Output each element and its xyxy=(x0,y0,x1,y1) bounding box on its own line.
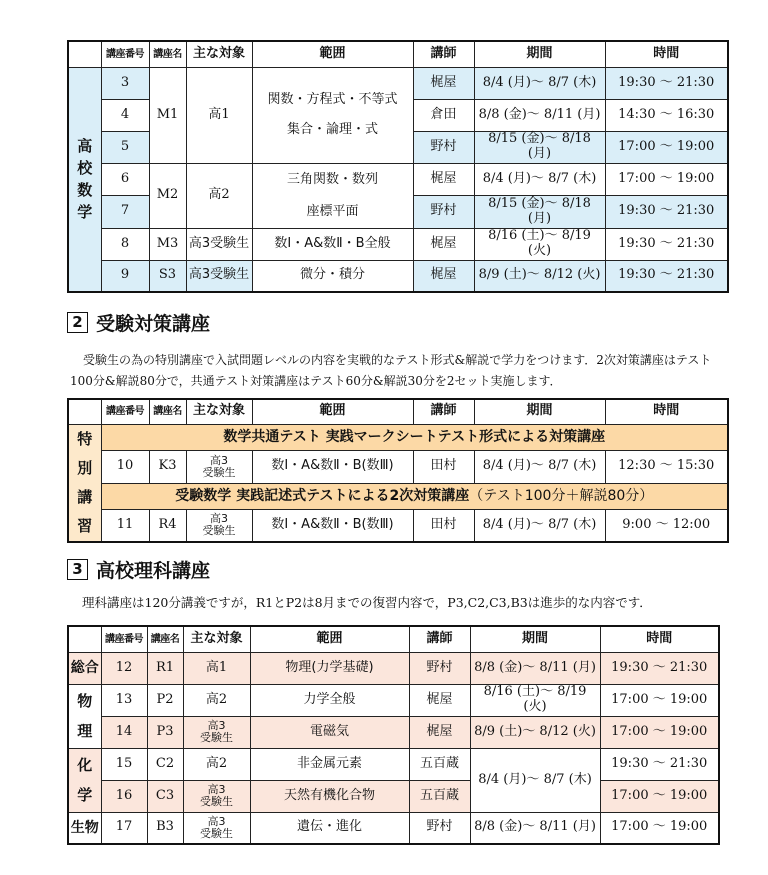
table-row xyxy=(68,163,728,196)
section-2-number: 2 xyxy=(67,312,88,333)
cell-target: 高2 xyxy=(183,684,250,716)
cell-name: K3 xyxy=(149,450,186,483)
header-time: 時間 xyxy=(605,399,728,424)
cell-name: M2 xyxy=(149,163,186,228)
cell-name: P3 xyxy=(147,716,183,748)
cell-period: 8/8 (金)～ 8/11 (月) xyxy=(474,99,605,131)
header-scope: 範囲 xyxy=(252,399,413,424)
table-row xyxy=(68,684,719,716)
cell-time: 14:30 ～ 16:30 xyxy=(605,99,728,131)
cell-period: 8/8 (金)～ 8/11 (月) xyxy=(470,652,600,684)
cell-period: 8/8 (金)～ 8/11 (月) xyxy=(470,812,600,844)
cell-period: 8/4 (月)～ 8/7 (木) xyxy=(474,163,605,196)
cell-period: 8/15 (金)～ 8/18 (月) xyxy=(474,131,605,163)
banner-row xyxy=(68,483,728,509)
side-label-biology: 生物 xyxy=(68,812,101,844)
header-scope: 範囲 xyxy=(252,41,413,67)
special-course-table xyxy=(67,398,729,543)
cell-period: 8/16 (土)～ 8/19 (火) xyxy=(470,684,600,716)
header-time: 時間 xyxy=(600,626,719,652)
cell-name: C3 xyxy=(147,780,183,812)
cell-time: 17:00 ～ 19:00 xyxy=(600,716,719,748)
cell-teacher: 梶屋 xyxy=(413,67,474,99)
cell-target: 高3 受験生 xyxy=(183,812,250,844)
cell-scope: 非金属元素 xyxy=(250,748,409,780)
cell-period: 8/15 (金)～ 8/18 (月) xyxy=(474,196,605,229)
header-scope: 範囲 xyxy=(250,626,409,652)
cell-no: 8 xyxy=(101,228,149,260)
side-label-general: 総合 xyxy=(68,652,101,684)
cell-teacher: 梶屋 xyxy=(409,716,470,748)
table-header-row xyxy=(68,41,728,67)
cell-period: 8/4 (月)～ 8/7 (木) xyxy=(470,748,600,812)
cell-scope: 関数・方程式・不等式 集合・論理・式 xyxy=(252,67,413,163)
cell-target: 高3受験生 xyxy=(186,228,252,260)
cell-no: 7 xyxy=(101,196,149,229)
cell-scope: 物理(力学基礎) xyxy=(250,652,409,684)
cell-time: 12:30 ～ 15:30 xyxy=(605,450,728,483)
cell-scope: 微分・積分 xyxy=(252,260,413,292)
banner-second-stage: 受験数学 実践記述式テストによる2次対策講座（テスト100分＋解説80分） xyxy=(101,483,728,509)
cell-no: 14 xyxy=(101,716,147,748)
cell-target: 高3 受験生 xyxy=(183,780,250,812)
science-schedule-table xyxy=(67,625,720,845)
section-3-description: 理科講座は120分講義ですが，R1とP2は8月までの復習内容で，P3,C2,C3,B3は進歩的な内容です． xyxy=(82,595,652,610)
header-time: 時間 xyxy=(605,41,728,67)
cell-scope: 数Ⅰ・A&数Ⅱ・B全般 xyxy=(252,228,413,260)
cell-time: 17:00 ～ 19:00 xyxy=(600,780,719,812)
cell-scope: 遺伝・進化 xyxy=(250,812,409,844)
table-header-row xyxy=(68,399,728,424)
cell-period: 8/4 (月)～ 8/7 (木) xyxy=(474,509,605,542)
table-row xyxy=(68,812,719,844)
cell-target: 高3 受験生 xyxy=(186,509,252,542)
header-period: 期間 xyxy=(474,399,605,424)
header-target: 主な対象 xyxy=(186,399,252,424)
cell-time: 19:30 ～ 21:30 xyxy=(605,196,728,229)
header-no: 講座番号 xyxy=(101,399,149,424)
cell-scope: 天然有機化合物 xyxy=(250,780,409,812)
cell-scope: 数Ⅰ・A&数Ⅱ・B(数Ⅲ) xyxy=(252,450,413,483)
cell-no: 6 xyxy=(101,163,149,196)
cell-no: 16 xyxy=(101,780,147,812)
cell-time: 19:30 ～ 21:30 xyxy=(605,260,728,292)
cell-teacher: 梶屋 xyxy=(413,260,474,292)
cell-teacher: 五百蔵 xyxy=(409,748,470,780)
banner-common-test: 数学共通テスト 実践マークシートテスト形式による対策講座 xyxy=(101,424,728,450)
cell-time: 17:00 ～ 19:00 xyxy=(605,131,728,163)
cell-no: 13 xyxy=(101,684,147,716)
side-label-math: 高 校 数 学 xyxy=(68,67,101,292)
cell-teacher: 野村 xyxy=(413,196,474,229)
cell-no: 4 xyxy=(101,99,149,131)
cell-no: 10 xyxy=(101,450,149,483)
cell-teacher: 田村 xyxy=(413,450,474,483)
cell-scope: 電磁気 xyxy=(250,716,409,748)
cell-period: 8/9 (土)～ 8/12 (火) xyxy=(470,716,600,748)
table-row xyxy=(68,716,719,748)
cell-target: 高3 受験生 xyxy=(183,716,250,748)
cell-period: 8/9 (土)～ 8/12 (火) xyxy=(474,260,605,292)
section-2-description: 受験生の為の特別講座で入試問題レベルの内容を実戦的なテスト形式&解説で学力をつけます．2次対策講座はテスト100分&解説80分で，共通テスト対策講座はテスト60分&解説30分を2セット実施します． xyxy=(70,353,712,388)
cell-no: 15 xyxy=(101,748,147,780)
cell-period: 8/4 (月)～ 8/7 (木) xyxy=(474,450,605,483)
cell-teacher: 梶屋 xyxy=(413,228,474,260)
table-row xyxy=(68,450,728,483)
header-target: 主な対象 xyxy=(183,626,250,652)
cell-target: 高1 xyxy=(183,652,250,684)
cell-no: 12 xyxy=(101,652,147,684)
section-3-heading xyxy=(67,556,210,583)
cell-target: 高2 xyxy=(186,163,252,228)
table-row xyxy=(68,509,728,542)
cell-name: M3 xyxy=(149,228,186,260)
cell-name: C2 xyxy=(147,748,183,780)
cell-name: S3 xyxy=(149,260,186,292)
section-2-heading xyxy=(67,309,210,336)
cell-period: 8/16 (土)～ 8/19 (火) xyxy=(474,228,605,260)
header-teacher: 講師 xyxy=(413,399,474,424)
section-2-title: 受験対策講座 xyxy=(96,313,211,335)
cell-teacher: 田村 xyxy=(413,509,474,542)
header-no: 講座番号 xyxy=(101,626,147,652)
header-name: 講座名 xyxy=(149,399,186,424)
side-label-special: 特 別 講 習 xyxy=(68,424,101,542)
header-target: 主な対象 xyxy=(186,41,252,67)
table-row xyxy=(68,228,728,260)
cell-teacher: 野村 xyxy=(409,812,470,844)
section-3-number: 3 xyxy=(67,559,88,580)
cell-time: 17:00 ～ 19:00 xyxy=(600,812,719,844)
cell-name: R1 xyxy=(147,652,183,684)
cell-teacher: 梶屋 xyxy=(409,684,470,716)
header-no: 講座番号 xyxy=(101,41,149,67)
cell-no: 5 xyxy=(101,131,149,163)
cell-time: 19:30 ～ 21:30 xyxy=(600,652,719,684)
cell-target: 高1 xyxy=(186,67,252,163)
table-row xyxy=(68,260,728,292)
cell-no: 9 xyxy=(101,260,149,292)
header-name: 講座名 xyxy=(147,626,183,652)
cell-teacher: 五百蔵 xyxy=(409,780,470,812)
cell-no: 3 xyxy=(101,67,149,99)
table-row xyxy=(68,652,719,684)
cell-name: R4 xyxy=(149,509,186,542)
cell-teacher: 野村 xyxy=(413,131,474,163)
cell-period: 8/4 (月)～ 8/7 (木) xyxy=(474,67,605,99)
header-teacher: 講師 xyxy=(409,626,470,652)
cell-time: 19:30 ～ 21:30 xyxy=(605,228,728,260)
cell-name: P2 xyxy=(147,684,183,716)
cell-no: 11 xyxy=(101,509,149,542)
cell-teacher: 野村 xyxy=(409,652,470,684)
cell-teacher: 梶屋 xyxy=(413,163,474,196)
header-teacher: 講師 xyxy=(413,41,474,67)
cell-scope: 数Ⅰ・A&数Ⅱ・B(数Ⅲ) xyxy=(252,509,413,542)
cell-target: 高2 xyxy=(183,748,250,780)
section-3-title: 高校理科講座 xyxy=(96,560,211,582)
banner-row xyxy=(68,424,728,450)
header-period: 期間 xyxy=(470,626,600,652)
side-label-physics: 物 理 xyxy=(68,684,101,748)
cell-target: 高3 受験生 xyxy=(186,450,252,483)
header-period: 期間 xyxy=(474,41,605,67)
cell-scope: 力学全般 xyxy=(250,684,409,716)
cell-no: 17 xyxy=(101,812,147,844)
table-row xyxy=(68,748,719,780)
cell-teacher: 倉田 xyxy=(413,99,474,131)
cell-scope: 三角関数・数列 座標平面 xyxy=(252,163,413,228)
cell-time: 19:30 ～ 21:30 xyxy=(600,748,719,780)
table-header-row xyxy=(68,626,719,652)
cell-time: 17:00 ～ 19:00 xyxy=(600,684,719,716)
table-row xyxy=(68,780,719,812)
cell-name: M1 xyxy=(149,67,186,163)
cell-name: B3 xyxy=(147,812,183,844)
math-schedule-table xyxy=(67,40,729,293)
cell-target: 高3受験生 xyxy=(186,260,252,292)
cell-time: 9:00 ～ 12:00 xyxy=(605,509,728,542)
header-name: 講座名 xyxy=(149,41,186,67)
side-label-chemistry: 化 学 xyxy=(68,748,101,812)
cell-time: 17:00 ～ 19:00 xyxy=(605,163,728,196)
table-row xyxy=(68,67,728,99)
cell-time: 19:30 ～ 21:30 xyxy=(605,67,728,99)
